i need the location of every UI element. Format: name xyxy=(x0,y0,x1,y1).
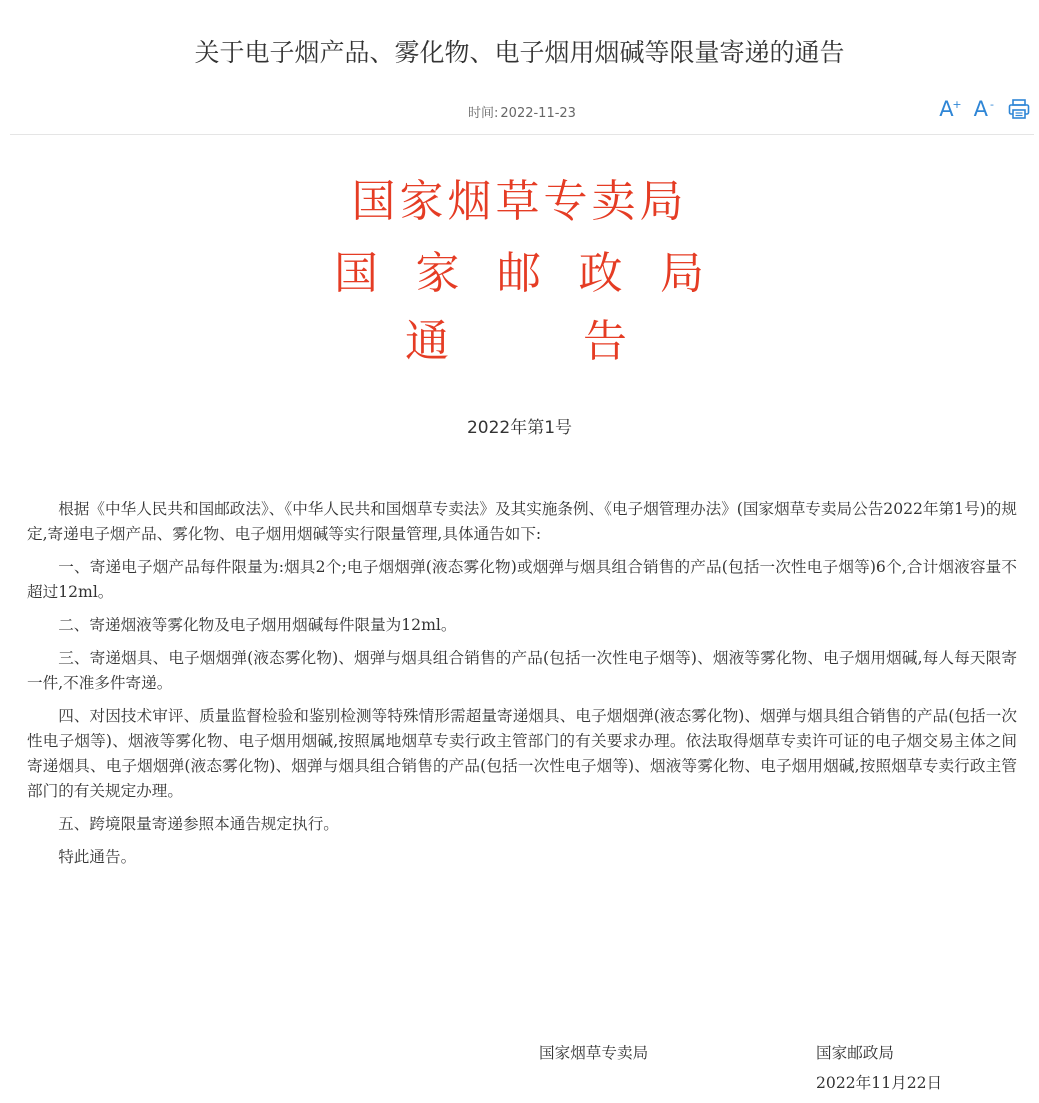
header-char: 家 xyxy=(415,248,460,299)
minus-icon: - xyxy=(990,98,994,111)
header-org-postal xyxy=(334,237,704,301)
header-char: 通 xyxy=(405,316,449,367)
printer-icon[interactable] xyxy=(1008,98,1030,120)
header-char: 政 xyxy=(578,248,623,299)
paragraph: 根据《中华人民共和国邮政法》、《中华人民共和国烟草专卖法》及其实施条例、《电子烟管理办法》(国家烟草专卖局公告2022年第1号)的规定,寄递电子烟产品、雾化物、电子烟用烟碱等实行限量管理,具体通告如下: xyxy=(27,500,1017,543)
article-body xyxy=(27,497,1017,878)
page-title: 关于电子烟产品、雾化物、电子烟用烟碱等限量寄递的通告 xyxy=(194,38,845,67)
meta-bar xyxy=(10,96,1034,135)
signature-postal: 国家邮政局 xyxy=(816,1044,894,1062)
publish-time xyxy=(10,102,1034,121)
header-char: 告 xyxy=(583,316,627,367)
font-decrease-label: A xyxy=(973,97,988,121)
font-increase-label: A xyxy=(939,97,954,121)
header-notice xyxy=(405,305,627,369)
header-char: 邮 xyxy=(497,248,541,299)
plus-icon: + xyxy=(952,98,962,111)
font-increase-button[interactable] xyxy=(939,96,962,122)
paragraph: 五、跨境限量寄递参照本通告规定执行。 xyxy=(58,815,339,833)
font-decrease-button[interactable] xyxy=(973,96,994,122)
header-char: 局 xyxy=(660,248,704,299)
signature-tobacco: 国家烟草专卖局 xyxy=(539,1044,649,1062)
paragraph: 四、对因技术审评、质量监督检验和鉴别检测等特殊情形需超量寄递烟具、电子烟烟弹(液态雾化物)、烟弹与烟具组合销售的产品(包括一次性电子烟等)、烟液等雾化物、电子烟用烟碱,按照属地烟草专卖行政主管部门的有关要求办理。依法取得烟草专卖许可证的电子烟交易主体之间寄递烟具、电子烟烟弹(液态雾化物)、烟弹与烟具组合销售的产品(包括一次性电子烟等)、烟液等雾化物、电子烟用烟碱,按照烟草专卖行政主管部门的有关规定办理。 xyxy=(27,707,1017,800)
signature-date: 2022年11月22日 xyxy=(816,1074,943,1092)
toolbar xyxy=(939,96,1030,122)
paragraph: 特此通告。 xyxy=(58,848,137,866)
paragraph: 三、寄递烟具、电子烟烟弹(液态雾化物)、烟弹与烟具组合销售的产品(包括一次性电子烟等)、烟液等雾化物、电子烟用烟碱,每人每天限寄一件,不准多件寄递。 xyxy=(27,649,1017,692)
paragraph: 一、寄递电子烟产品每件限量为:烟具2个;电子烟烟弹(液态雾化物)或烟弹与烟具组合销售的产品(包括一次性电子烟等)6个,合计烟液容量不超过12ml。 xyxy=(27,558,1017,601)
document-number: 2022年第1号 xyxy=(466,418,573,438)
publish-time-value: 2022-11-23 xyxy=(500,106,576,121)
header-org-tobacco: 国家烟草专卖局 xyxy=(351,176,688,227)
header-char: 国 xyxy=(334,248,378,299)
paragraph: 二、寄递烟液等雾化物及电子烟用烟碱每件限量为12ml。 xyxy=(58,616,457,634)
publish-time-label: 时间: xyxy=(468,106,499,121)
